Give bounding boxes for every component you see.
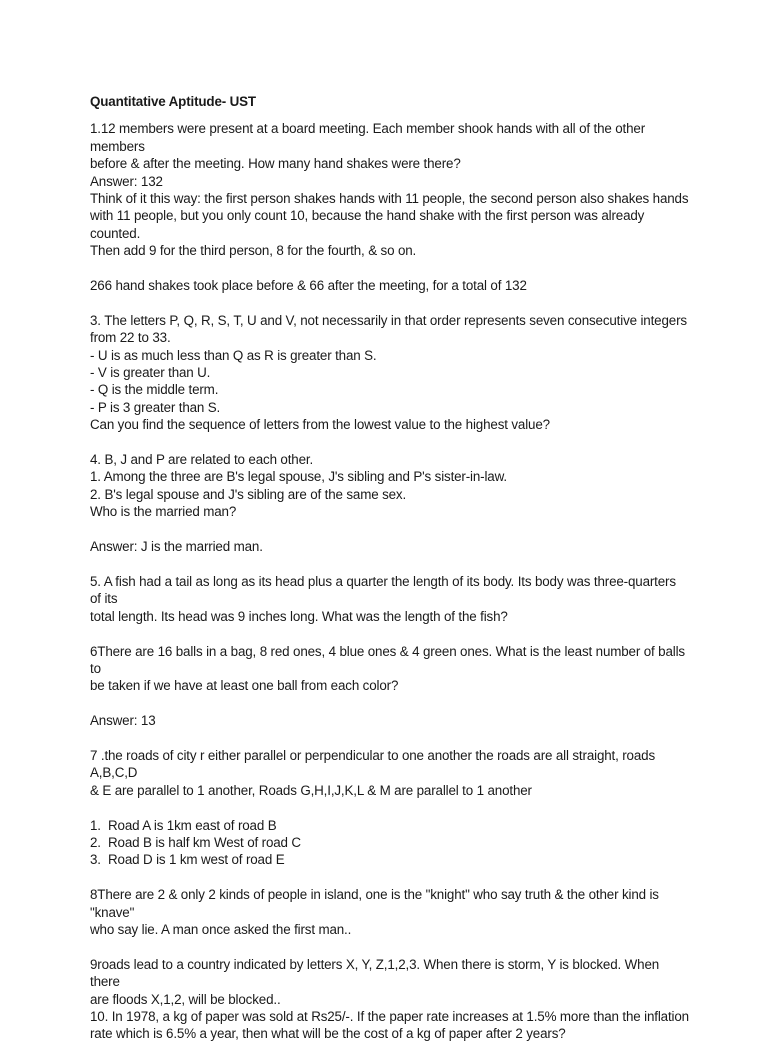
document-text xyxy=(90,120,690,1042)
text-line: 1. Among the three are B's legal spouse, J's sibling and P's sister-in-law. xyxy=(90,469,507,485)
text-line: be taken if we have at least one ball from each color? xyxy=(90,678,399,694)
text-line: from 22 to 33. xyxy=(90,330,171,346)
blank-line xyxy=(90,521,690,538)
text-line: 2. Road B is half km West of road C xyxy=(90,834,301,850)
blank-line xyxy=(90,556,690,573)
blank-line xyxy=(90,938,690,955)
text-line: Can you find the sequence of letters from the lowest value to the highest value? xyxy=(90,417,550,433)
text-line: 5. A fish had a tail as long as its head plus a quarter the length of its body. Its body was three-quarters of its xyxy=(90,573,680,607)
text-line: Answer: 132 xyxy=(90,173,163,189)
text-line: total length. Its head was 9 inches long. What was the length of the fish? xyxy=(90,608,508,624)
document-body xyxy=(90,93,690,1043)
text-line: Then add 9 for the third person, 8 for the fourth, & so on. xyxy=(90,243,417,259)
text-line: 266 hand shakes took place before & 66 after the meeting, for a total of 132 xyxy=(90,278,527,294)
blank-line xyxy=(90,434,690,451)
text-line: Answer: J is the married man. xyxy=(90,539,263,555)
text-line: 8There are 2 & only 2 kinds of people in island, one is the "knight" who say truth & the other kind is "knave" xyxy=(90,887,663,920)
text-line: - P is 3 greater than S. xyxy=(90,399,221,415)
text-line: 6There are 16 balls in a bag, 8 red ones, 4 blue ones & 4 green ones. What is the least number of balls to xyxy=(90,643,689,676)
text-line: 10. In 1978, a kg of paper was sold at Rs25/-. If the paper rate increases at 1.5% more than the inflation xyxy=(90,1008,689,1024)
blank-line xyxy=(90,260,690,277)
document-title: Quantitative Aptitude- UST xyxy=(90,94,256,109)
text-line: - V is greater than U. xyxy=(90,365,211,381)
text-line: 2. B's legal spouse and J's sibling are of the same sex. xyxy=(90,486,407,502)
text-line: rate which is 6.5% a year, then what will be the cost of a kg of paper after 2 years? xyxy=(90,1026,566,1042)
blank-line xyxy=(90,695,690,712)
text-line: - U is as much less than Q as R is greater than S. xyxy=(90,347,377,363)
text-line: Who is the married man? xyxy=(90,504,237,520)
blank-line xyxy=(90,869,690,886)
text-line: 4. B, J and P are related to each other. xyxy=(90,452,314,468)
text-line: Answer: 13 xyxy=(90,713,156,729)
blank-line xyxy=(90,294,690,311)
text-line: before & after the meeting. How many hand shakes were there? xyxy=(90,156,461,172)
text-line: 9roads lead to a country indicated by letters X, Y, Z,1,2,3. When there is storm, Y is blocked. When there xyxy=(90,956,663,990)
blank-line xyxy=(90,799,690,816)
text-line: & E are parallel to 1 another, Roads G,H,I,J,K,L & M are parallel to 1 another xyxy=(90,782,532,798)
text-line: are floods X,1,2, will be blocked.. xyxy=(90,991,281,1007)
blank-line xyxy=(90,625,690,642)
text-line: 7 .the roads of city r either parallel or perpendicular to one another the roads are all straight, roads A,B,C,D xyxy=(90,747,658,781)
text-line: - Q is the middle term. xyxy=(90,382,219,398)
text-line: Think of it this way: the first person shakes hands with 11 people, the second person also shakes hands xyxy=(90,191,689,207)
blank-line xyxy=(90,730,690,747)
text-line: who say lie. A man once asked the first man.. xyxy=(90,921,352,937)
text-line: 1.12 members were present at a board meeting. Each member shook hands with all of the other members xyxy=(90,121,649,154)
text-line: with 11 people, but you only count 10, because the hand shake with the first person was already counted. xyxy=(90,208,648,241)
text-line: 3. The letters P, Q, R, S, T, U and V, not necessarily in that order represents seven consecutive integers xyxy=(90,312,687,328)
text-line: 3. Road D is 1 km west of road E xyxy=(90,852,285,868)
text-line: 1. Road A is 1km east of road B xyxy=(90,817,277,833)
